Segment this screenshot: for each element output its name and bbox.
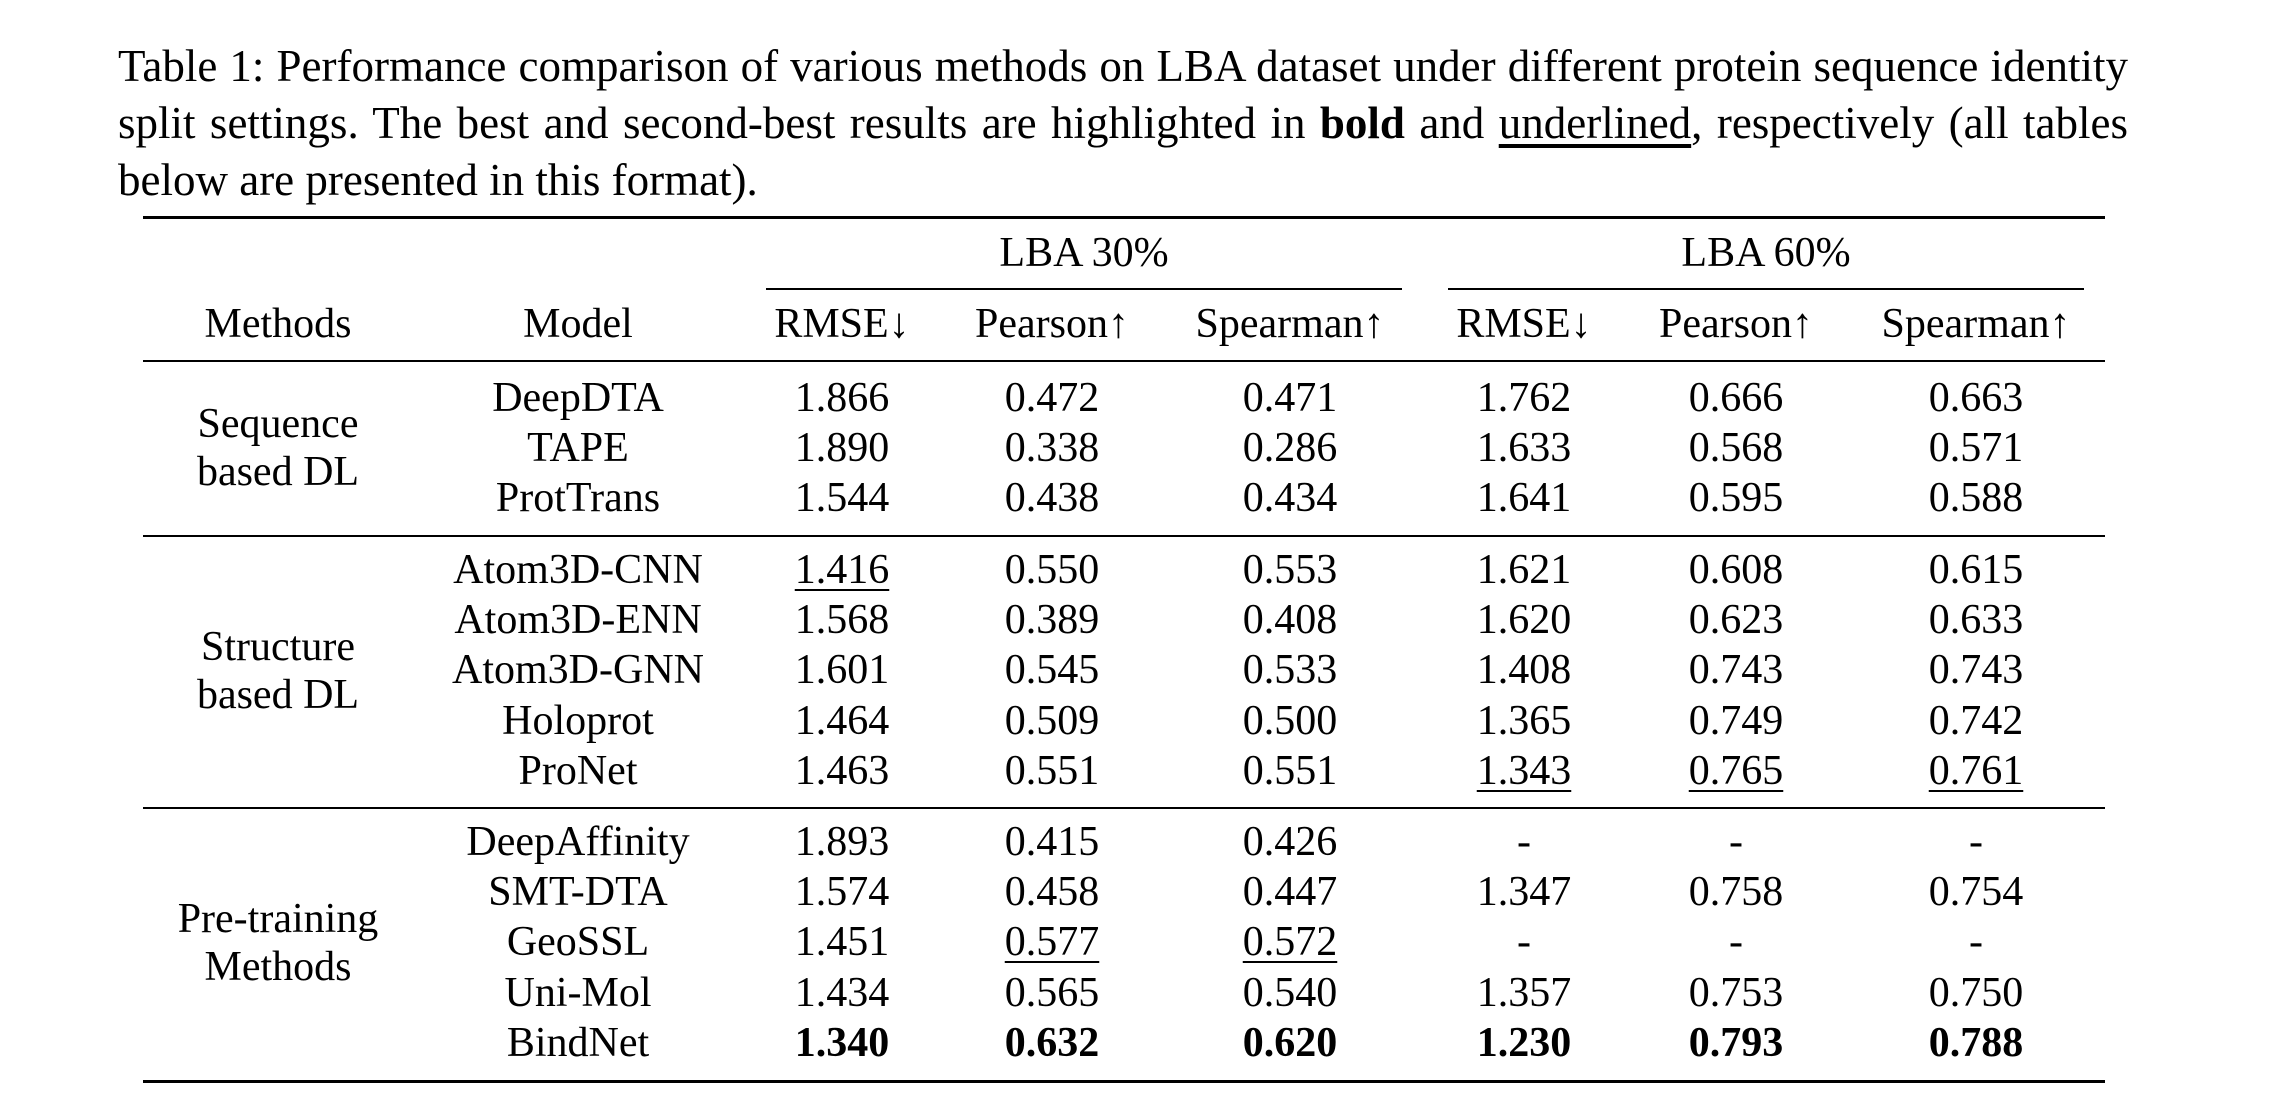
metric-value: 0.588: [1928, 475, 2024, 522]
metric-value: 0.663: [1928, 375, 2024, 421]
metric-value: 0.577: [1004, 919, 1100, 966]
metric-value: -: [1517, 819, 1531, 865]
metric-value: 0.788: [1928, 1019, 2024, 1066]
metric-value: 0.572: [1242, 919, 1338, 966]
model-name: GeoSSL: [506, 919, 650, 966]
method-group-line: Methods: [204, 943, 352, 990]
metric-value: -: [1729, 819, 1743, 865]
metric-value: 0.754: [1928, 869, 2024, 916]
method-group-line: based DL: [196, 671, 360, 718]
metric-value: 0.500: [1242, 697, 1338, 744]
model-name: DeepDTA: [492, 375, 664, 421]
table-caption: [118, 38, 2128, 209]
group-30-rule: [766, 288, 1402, 290]
caption-suffix: , respectively (all tables below are presented in this format).: [118, 98, 2128, 205]
metric-value: 0.620: [1242, 1019, 1338, 1066]
metric-value: -: [1729, 919, 1743, 966]
metric-value: 0.793: [1688, 1019, 1784, 1066]
model-name: ProtTrans: [495, 475, 661, 522]
metric-header: Pearson↑: [1659, 301, 1813, 347]
metric-value: -: [1969, 919, 1983, 966]
section-rule-1: [143, 535, 2105, 537]
bottom-rule: [143, 1080, 2105, 1083]
metric-value: 1.451: [794, 919, 890, 966]
metric-value: 0.743: [1928, 647, 2024, 694]
metric-value: 0.540: [1242, 969, 1338, 1016]
metric-value: 1.893: [794, 819, 890, 865]
header-rule: [143, 360, 2105, 362]
metric-value: 1.544: [794, 475, 890, 522]
header-lba-60: LBA 60%: [1681, 230, 1851, 276]
metric-value: 1.343: [1476, 747, 1572, 794]
metric-value: 1.568: [794, 597, 890, 644]
metric-value: 0.338: [1004, 425, 1100, 472]
metric-value: 0.595: [1688, 475, 1784, 522]
model-name: SMT-DTA: [488, 869, 668, 916]
method-group-label: [197, 400, 359, 496]
metric-value: 0.426: [1242, 819, 1338, 865]
metric-value: 1.762: [1476, 375, 1572, 421]
metric-value: 0.761: [1928, 747, 2024, 794]
caption-underline-word: underlined: [1498, 98, 1692, 148]
metric-value: 1.574: [794, 869, 890, 916]
metric-value: 0.765: [1688, 747, 1784, 794]
metric-value: 0.551: [1242, 747, 1338, 794]
metric-value: 1.416: [794, 547, 890, 593]
metric-value: 0.568: [1688, 425, 1784, 472]
metric-value: 1.408: [1476, 647, 1572, 694]
metric-value: 0.666: [1688, 375, 1784, 421]
metric-value: 1.464: [794, 697, 890, 744]
metric-header: Spearman↑: [1881, 301, 2071, 347]
section-rule-2: [143, 807, 2105, 809]
model-name: Atom3D-ENN: [454, 597, 702, 644]
metric-value: 0.415: [1004, 819, 1100, 865]
metric-value: 0.753: [1688, 969, 1784, 1016]
metric-value: 1.365: [1476, 697, 1572, 744]
metric-value: 0.749: [1688, 697, 1784, 744]
metric-value: 1.230: [1476, 1019, 1572, 1066]
metric-value: 1.601: [794, 647, 890, 694]
header-model: Model: [523, 301, 633, 347]
metric-value: -: [1969, 819, 1983, 865]
model-name: BindNet: [506, 1019, 650, 1066]
metric-value: 0.545: [1004, 647, 1100, 694]
group-60-rule: [1448, 288, 2084, 290]
header-lba-30: LBA 30%: [999, 230, 1169, 276]
metric-value: 1.434: [794, 969, 890, 1016]
model-name: Holoprot: [502, 697, 654, 744]
metric-value: 0.434: [1242, 475, 1338, 522]
metric-header: Spearman↑: [1195, 301, 1385, 347]
method-group-label: [197, 623, 359, 719]
metric-value: 1.620: [1476, 597, 1572, 644]
metric-value: 0.742: [1928, 697, 2024, 744]
metric-value: 0.608: [1688, 547, 1784, 593]
model-name: ProNet: [518, 747, 638, 794]
method-group-line: Pre-training: [177, 895, 379, 942]
metric-value: 1.463: [794, 747, 890, 794]
caption-bold-word: bold: [1319, 98, 1405, 148]
method-group-line: Sequence: [197, 401, 359, 448]
model-name: Atom3D-GNN: [452, 647, 704, 694]
method-group-label: [178, 895, 379, 991]
metric-value: 0.533: [1242, 647, 1338, 694]
metric-value: 0.389: [1004, 597, 1100, 644]
metric-value: 0.632: [1004, 1019, 1100, 1066]
metric-value: 0.565: [1004, 969, 1100, 1016]
metric-value: 1.866: [794, 375, 890, 421]
model-name: DeepAffinity: [466, 819, 690, 865]
metric-value: 0.408: [1242, 597, 1338, 644]
metric-value: 1.890: [794, 425, 890, 472]
metric-value: 0.471: [1242, 375, 1338, 421]
model-name: Atom3D-CNN: [453, 547, 703, 593]
metric-value: 0.458: [1004, 869, 1100, 916]
method-group-line: based DL: [196, 449, 360, 496]
metric-header: RMSE↓: [1456, 301, 1592, 347]
metric-value: 0.633: [1928, 597, 2024, 644]
metric-value: 1.621: [1476, 547, 1572, 593]
metric-header: Pearson↑: [975, 301, 1129, 347]
metric-value: 0.615: [1928, 547, 2024, 593]
metric-value: 1.641: [1476, 475, 1572, 522]
metric-value: 0.509: [1004, 697, 1100, 744]
model-name: Uni-Mol: [504, 969, 652, 1016]
metric-value: 1.347: [1476, 869, 1572, 916]
top-rule: [143, 216, 2105, 219]
metric-value: 0.750: [1928, 969, 2024, 1016]
header-methods: Methods: [204, 301, 352, 347]
metric-value: -: [1517, 919, 1531, 966]
metric-value: 0.550: [1004, 547, 1100, 593]
metric-value: 0.743: [1688, 647, 1784, 694]
metric-value: 0.472: [1004, 375, 1100, 421]
caption-prefix: Table 1: Performance comparison of various methods on LBA dataset under different protein sequence identity split settings. The best and second-best results are highlighted in: [118, 41, 2128, 148]
metric-value: 0.447: [1242, 869, 1338, 916]
metric-value: 0.438: [1004, 475, 1100, 522]
metric-value: 0.758: [1688, 869, 1784, 916]
metric-value: 0.553: [1242, 547, 1338, 593]
metric-value: 1.340: [794, 1019, 890, 1066]
caption-and: and: [1404, 98, 1499, 148]
method-group-line: Structure: [201, 623, 355, 670]
metric-value: 0.623: [1688, 597, 1784, 644]
model-name: TAPE: [527, 425, 629, 472]
metric-value: 1.357: [1476, 969, 1572, 1016]
metric-value: 1.633: [1476, 425, 1572, 472]
metric-value: 0.571: [1928, 425, 2024, 472]
metric-header: RMSE↓: [774, 301, 910, 347]
metric-value: 0.286: [1242, 425, 1338, 472]
metric-value: 0.551: [1004, 747, 1100, 794]
